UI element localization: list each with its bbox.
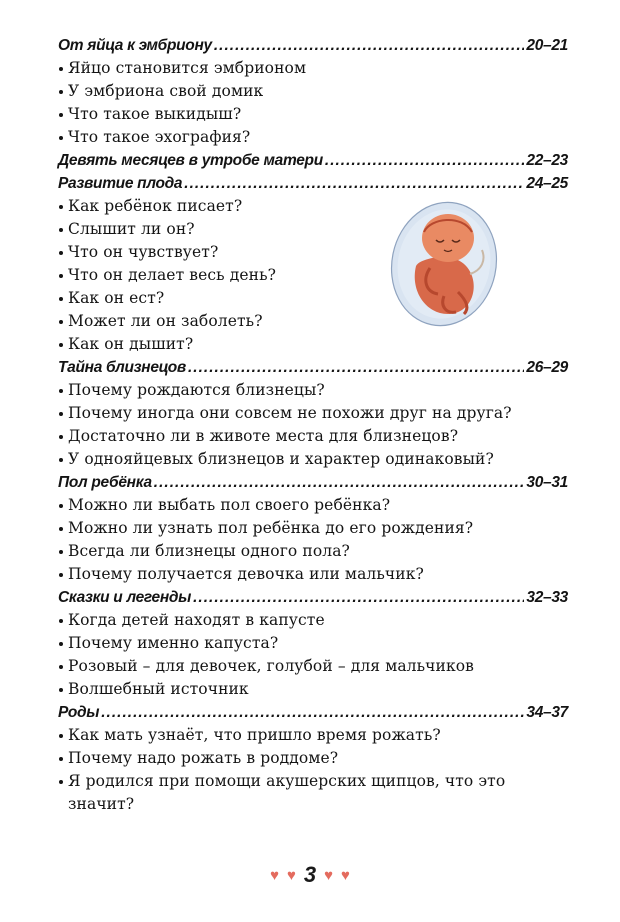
question-item: Что он делает весь день? — [58, 264, 568, 287]
section-pages: 30–31 — [526, 474, 568, 491]
question-item: Что он чувствует? — [58, 241, 568, 264]
question-item: Как мать узнаёт, что пришло время рожать? — [58, 724, 568, 747]
section-pages: 22–23 — [526, 152, 568, 169]
page-number: 3 — [303, 862, 317, 887]
question-item: Почему рождаются близнецы? — [58, 379, 568, 402]
table-of-contents — [58, 34, 568, 816]
dot-leader — [325, 149, 525, 172]
heart-icon: ♥ — [286, 866, 296, 884]
section-title-text: Девять месяцев в утробе матери — [58, 152, 323, 169]
question-list — [58, 379, 568, 471]
question-list — [58, 609, 568, 701]
dot-leader — [101, 701, 524, 724]
heart-icon: ♥ — [324, 866, 334, 884]
question-item: Что такое эхография? — [58, 126, 568, 149]
dot-leader — [214, 34, 525, 57]
question-item: Как он дышит? — [58, 333, 568, 356]
question-item: Всегда ли близнецы одного пола? — [58, 540, 568, 563]
section-pages: 20–21 — [526, 37, 568, 54]
heart-icon: ♥ — [341, 866, 350, 884]
question-item: Волшебный источник — [58, 678, 568, 701]
question-item: Яйцо становится эмбрионом — [58, 57, 568, 80]
question-list — [58, 57, 568, 149]
question-item: Я родился при помощи акушерских щипцов, что это значит? — [58, 770, 538, 816]
question-item: Достаточно ли в животе места для близнецов? — [58, 425, 568, 448]
toc-section-title[interactable] — [58, 471, 568, 494]
question-item: Как он ест? — [58, 287, 568, 310]
question-item: Почему именно капуста? — [58, 632, 568, 655]
section-pages: 24–25 — [526, 175, 568, 192]
question-item: Почему получается девочка или мальчик? — [58, 563, 568, 586]
section-title-text: Сказки и легенды — [58, 589, 192, 606]
section-title-text: От яйца к эмбриону — [58, 37, 212, 54]
fetus-illustration — [386, 196, 506, 328]
question-item: Что такое выкидыш? — [58, 103, 568, 126]
question-item: Розовый – для девочек, голубой – для мальчиков — [58, 655, 568, 678]
dot-leader — [154, 471, 525, 494]
toc-section-title[interactable] — [58, 149, 568, 172]
question-item: Можно ли узнать пол ребёнка до его рождения? — [58, 517, 568, 540]
section-pages: 34–37 — [526, 704, 568, 721]
section-title-text: Тайна близнецов — [58, 359, 186, 376]
toc-section-title[interactable] — [58, 34, 568, 57]
section-title-text: Развитие плода — [58, 175, 183, 192]
section-title-text: Роды — [58, 704, 100, 721]
question-list — [58, 494, 568, 586]
toc-section-title[interactable] — [58, 356, 568, 379]
dot-leader — [184, 172, 524, 195]
question-item: Слышит ли он? — [58, 218, 568, 241]
section-title-text: Пол ребёнка — [58, 474, 152, 491]
question-item: Когда детей находят в капусте — [58, 609, 568, 632]
dot-leader — [188, 356, 524, 379]
question-item: Как ребёнок писает? — [58, 195, 568, 218]
question-item: Почему надо рожать в роддоме? — [58, 747, 568, 770]
fetus-drawing-icon — [386, 196, 506, 328]
question-item: Может ли он заболеть? — [58, 310, 568, 333]
question-item: У однояйцевых близнецов и характер одинаковый? — [58, 448, 568, 471]
question-list — [58, 724, 568, 816]
toc-section-title[interactable] — [58, 701, 568, 724]
question-item: Можно ли выбать пол своего ребёнка? — [58, 494, 568, 517]
page-footer — [0, 862, 620, 888]
question-item: У эмбриона свой домик — [58, 80, 568, 103]
heart-icon: ♥ — [270, 866, 279, 884]
section-pages: 26–29 — [526, 359, 568, 376]
dot-leader — [193, 586, 524, 609]
question-item: Почему иногда они совсем не похожи друг на друга? — [58, 402, 568, 425]
toc-section-title[interactable] — [58, 172, 568, 195]
section-pages: 32–33 — [526, 589, 568, 606]
toc-section-title[interactable] — [58, 586, 568, 609]
